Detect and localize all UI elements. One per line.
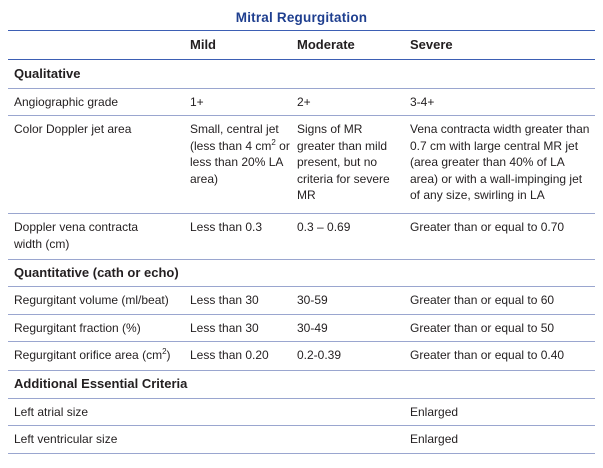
row-divider [8,341,595,342]
cell-severe: Enlarged [410,432,459,446]
cell-moderate: 0.2-0.39 [297,348,342,362]
cell-severe: Greater than or equal to 50 [410,321,555,335]
table-title: Mitral Regurgitation [235,10,368,25]
header-divider [8,59,595,60]
row-divider [8,286,595,287]
row-label-color-doppler-jet-area: Color Doppler jet area [14,122,132,136]
row-divider [8,314,595,315]
cell-severe: Vena contracta width greater than 0.7 cm with large central MR jet (area greater than 40% of LA area) or with a wall-impinging jet of any size, swirling in LA [410,122,590,202]
cell-severe: Greater than or equal to 0.40 [410,348,565,362]
cell-mild: Less than 30 [190,293,259,307]
row-divider [8,370,595,371]
row-divider [8,115,595,116]
row-label-regurgitant-orifice-area: Regurgitant orifice area $(cm^2)$ [14,347,171,362]
cell-moderate: 2+ [297,95,311,109]
column-header-mild: Mild [190,37,216,52]
row-divider [8,398,595,399]
cell-severe: Greater than or equal to 0.70 [410,220,565,234]
column-header-moderate: Moderate [297,37,355,52]
section-heading-quantitative: Quantitative (cath or echo) [14,265,179,280]
cell-mild: Small, central jet (less than 4 $cm^2$ or less than 20% LA area) [190,122,290,186]
cell-mild: 1+ [190,95,204,109]
row-divider [8,88,595,89]
cell-mild: Less than 30 [190,321,259,335]
row-divider [8,259,595,260]
cell-moderate: 30-49 [297,321,328,335]
cell-mild: Less than 0.20 [190,348,269,362]
cell-moderate: 30-59 [297,293,328,307]
section-heading-qualitative: Qualitative [14,66,81,81]
cell-mild: Less than 0.3 [190,220,263,234]
cell-severe: Enlarged [410,405,459,419]
cell-severe: Greater than or equal to 60 [410,293,555,307]
section-heading-additional-criteria: Additional Essential Criteria [14,376,188,391]
row-label-regurgitant-fraction: Regurgitant fraction (%) [14,321,141,335]
cell-severe: 3-4+ [410,95,435,109]
row-divider [8,453,595,454]
column-header-severe: Severe [410,37,453,52]
row-label-left-atrial-size: Left atrial size [14,405,89,419]
row-label-left-ventricular-size: Left ventricular size [14,432,118,446]
row-label-doppler-vena-contracta-width: Doppler vena contracta width (cm) [14,220,139,251]
row-label-regurgitant-volume: Regurgitant volume (ml/beat) [14,293,169,307]
title-divider [8,30,595,31]
row-divider [8,213,595,214]
row-label-angiographic-grade: Angiographic grade [14,95,119,109]
cell-moderate: 0.3 – 0.69 [297,220,351,234]
cell-moderate: Signs of MR greater than mild present, but no criteria for severe MR [297,122,390,202]
row-divider [8,425,595,426]
